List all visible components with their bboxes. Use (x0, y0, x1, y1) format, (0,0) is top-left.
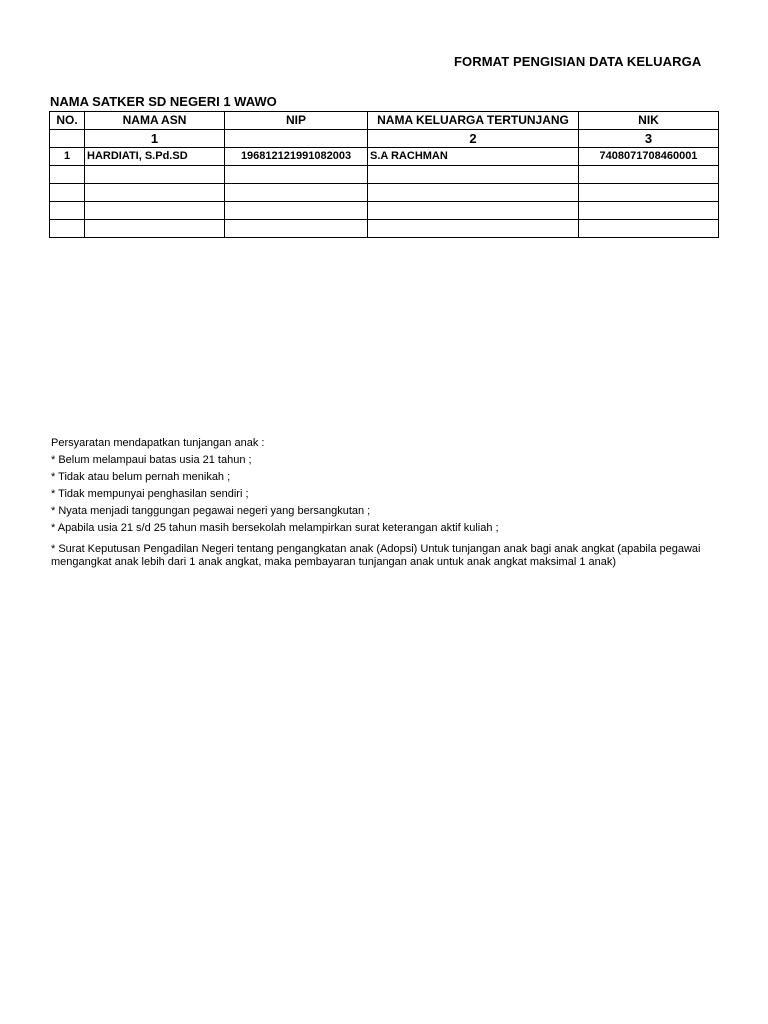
cell-nama-keluarga: S.A RACHMAN (368, 148, 579, 166)
family-data-table (49, 111, 719, 238)
note-item: * Surat Keputusan Pengadilan Negeri tentang pengangkatan anak (Adopsi) Untuk tunjangan anak bagi anak angkat (apabila pegawai mengangkat anak lebih dari 1 anak angkat, maka pembayaran tunjangan anak untuk anak angkat maksimal 1 anak) (51, 543, 701, 568)
cell-no (50, 202, 85, 220)
header-nip: NIP (225, 112, 368, 130)
table-row (50, 184, 719, 202)
cell-no (50, 184, 85, 202)
note-item: * Belum melampaui batas usia 21 tahun ; (51, 454, 252, 466)
header-nama-keluarga: NAMA KELUARGA TERTUNJANG (368, 112, 579, 130)
header-nama-asn: NAMA ASN (85, 112, 225, 130)
column-number-cell: 1 (85, 130, 225, 148)
cell-nama-keluarga (368, 184, 579, 202)
cell-nip (225, 220, 368, 238)
cell-nama-asn (85, 202, 225, 220)
cell-nama-asn (85, 184, 225, 202)
table-row (50, 166, 719, 184)
column-number-cell (225, 130, 368, 148)
table-row (50, 202, 719, 220)
note-item: * Tidak mempunyai penghasilan sendiri ; (51, 488, 249, 500)
cell-no (50, 220, 85, 238)
table-header-row (50, 112, 719, 130)
cell-nip (225, 166, 368, 184)
header-no: NO. (50, 112, 85, 130)
column-number-cell: 2 (368, 130, 579, 148)
cell-nik (579, 166, 719, 184)
cell-nama-asn: HARDIATI, S.Pd.SD (85, 148, 225, 166)
cell-no (50, 166, 85, 184)
cell-nik (579, 184, 719, 202)
cell-nama-keluarga (368, 166, 579, 184)
cell-nama-keluarga (368, 202, 579, 220)
column-number-row (50, 130, 719, 148)
note-item: * Tidak atau belum pernah menikah ; (51, 471, 231, 483)
column-number-cell (50, 130, 85, 148)
cell-nik (579, 202, 719, 220)
table-row (50, 220, 719, 238)
cell-nip (225, 184, 368, 202)
cell-nama-asn (85, 166, 225, 184)
note-item: * Nyata menjadi tanggungan pegawai negeri yang bersangkutan ; (51, 505, 371, 517)
satker-name: NAMA SATKER SD NEGERI 1 WAWO (50, 94, 277, 109)
cell-nama-keluarga (368, 220, 579, 238)
table-row (50, 148, 719, 166)
cell-nik (579, 220, 719, 238)
cell-nik: 7408071708460001 (579, 148, 719, 166)
note-item: * Apabila usia 21 s/d 25 tahun masih bersekolah melampirkan surat keterangan aktif kuliah ; (51, 522, 499, 534)
cell-nama-asn (85, 220, 225, 238)
notes-heading: Persyaratan mendapatkan tunjangan anak : (51, 437, 265, 449)
column-number-cell: 3 (579, 130, 719, 148)
header-nik: NIK (579, 112, 719, 130)
requirements-notes (51, 437, 751, 573)
page-title: FORMAT PENGISIAN DATA KELUARGA (454, 54, 702, 69)
cell-nip (225, 202, 368, 220)
cell-nip: 196812121991082003 (225, 148, 368, 166)
cell-no: 1 (50, 148, 85, 166)
